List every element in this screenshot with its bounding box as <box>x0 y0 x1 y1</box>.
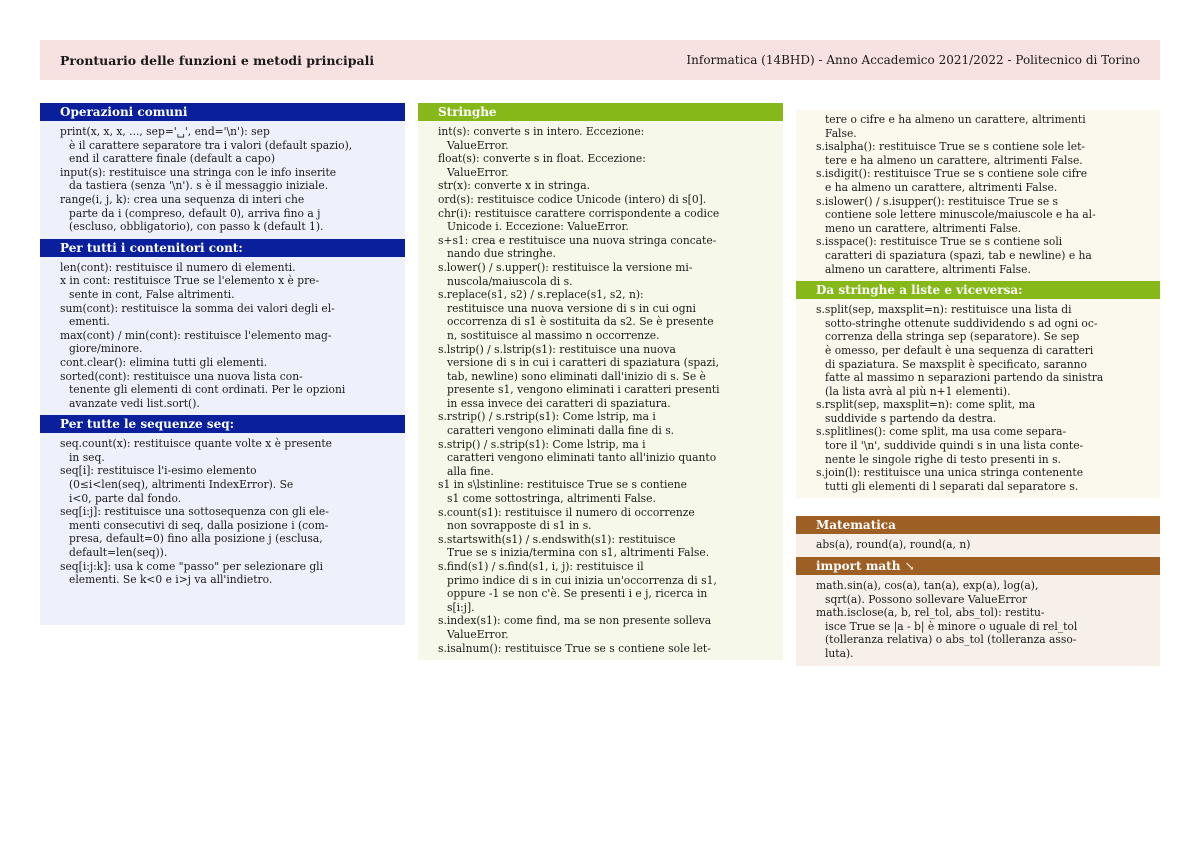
text-line: s.rsplit(sep, maxsplit=n): come split, ma <box>816 398 1036 412</box>
section-header-matematica: Matematica <box>796 516 1160 534</box>
text-line: s.join(l): restituisce una unica stringa contenente <box>816 466 1084 480</box>
text-line: sente in cont, False altrimenti. <box>69 287 235 301</box>
text-line: s.replace(s1, s2) / s.replace(s1, s2, n): <box>438 288 644 302</box>
text-line: s[i:j]. <box>447 600 475 614</box>
text-line: s.isdigit(): restituisce True se s contiene sole cifre <box>816 167 1088 181</box>
text-line: s.strip() / s.strip(s1): Come lstrip, ma i <box>438 437 646 451</box>
page-header <box>40 40 1160 80</box>
text-line: non sovrapposte di s1 in s. <box>447 519 592 533</box>
text-line: è il carattere separatore tra i valori (default spazio), <box>69 138 353 152</box>
text-line: s.isalpha(): restituisce True se s contiene sole let- <box>816 140 1086 154</box>
text-line: tere o cifre e ha almeno un carattere, altrimenti <box>825 113 1086 126</box>
column-middle <box>418 103 783 660</box>
text-line: versione di s in cui i caratteri di spaziatura (spazi, <box>447 356 719 370</box>
text-line: caratteri di spaziatura (spazi, tab e newline) e ha <box>825 248 1092 262</box>
section-stringhe-continued <box>796 110 1160 281</box>
text-line: tutti gli elementi di l separati dal separatore s. <box>825 479 1079 493</box>
text-line: s.split(sep, maxsplit=n): restituisce una lista di <box>816 303 1072 317</box>
text-line: menti consecutivi di seq, dalla posizione i (com- <box>69 518 329 532</box>
text-line: nuscola/maiuscola di s. <box>447 274 573 288</box>
import-math-label: import math <box>816 559 901 574</box>
text-line: seq[i:j:k]: usa k come "passo" per selezionare gli <box>60 559 324 573</box>
text-line: presente s1, vengono eliminati i caratteri presenti <box>447 383 720 397</box>
text-line: alla fine. <box>447 464 494 478</box>
text-line: s.lstrip() / s.lstrip(s1): restituisce una nuova <box>438 342 676 356</box>
text-line: in seq. <box>69 450 105 464</box>
text-line: str(x): converte x in stringa. <box>438 179 590 193</box>
document-title: Prontuario delle funzioni e metodi principali <box>60 52 375 68</box>
section-header-liste: Da stringhe a liste e viceversa: <box>796 281 1160 299</box>
text-line: sqrt(a). Possono sollevare ValueError <box>825 592 1028 606</box>
text-line: cont.clear(): elimina tutti gli elementi. <box>60 355 268 369</box>
section-matematica <box>796 534 1160 557</box>
text-line: s1 come sottostringa, altrimenti False. <box>447 492 656 506</box>
text-line: oppure -1 se non c'è. Se presenti i e j, ricerca in <box>447 587 708 601</box>
text-line: e ha almeno un carattere, altrimenti False. <box>825 180 1058 194</box>
text-line: end il carattere finale (default a capo) <box>69 152 276 166</box>
text-line: s.islower() / s.isupper(): restituisce True se s <box>816 194 1059 208</box>
text-line: ementi. <box>69 315 110 329</box>
text-line: contiene sole lettere minuscole/maiuscole e ha al- <box>825 208 1096 222</box>
text-line: parte da i (compreso, default 0), arriva fino a j <box>69 206 321 220</box>
text-line: True se s inizia/termina con s1, altrimenti False. <box>447 546 710 560</box>
text-line: nente le singole righe di testo presenti in s. <box>825 452 1061 466</box>
text-line: occorrenza di s1 è sostituita da s2. Se è presente <box>447 315 714 329</box>
text-line: da tastiera (senza '\n'). s è il messaggio iniziale. <box>69 179 329 193</box>
section-contenitori <box>40 257 405 416</box>
text-line: restituisce una nuova versione di s in cui ogni <box>447 301 696 315</box>
text-line: luta). <box>825 647 854 660</box>
text-line: max(cont) / min(cont): restituisce l'elemento mag- <box>60 328 332 342</box>
text-line: default=len(seq)). <box>69 546 168 560</box>
text-line: di spaziatura. Se maxsplit è specificato, saranno <box>825 357 1087 371</box>
section-header-sequenze: Per tutte le sequenze seq: <box>40 415 405 433</box>
column-left <box>40 103 405 625</box>
text-line: s+s1: crea e restituisce una nuova stringa concate- <box>438 233 717 247</box>
spacer <box>796 498 1160 516</box>
text-line: (tolleranza relativa) o abs_tol (tolleranza asso- <box>825 633 1077 647</box>
text-line: (0≤i<len(seq), altrimenti IndexError). Se <box>69 478 294 492</box>
text-line: n, sostituisce al massimo n occorrenze. <box>447 328 660 342</box>
text-line: chr(i): restituisce carattere corrispondente a codice <box>438 206 720 220</box>
text-line: avanzate vedi list.sort(). <box>69 396 200 410</box>
text-line: s.lower() / s.upper(): restituisce la versione mi- <box>438 260 693 274</box>
section-liste <box>796 299 1160 498</box>
text-line: s.find(s1) / s.find(s1, i, j): restituisce il <box>438 560 644 573</box>
text-line: caratteri vengono eliminati dalla fine di s. <box>447 424 675 438</box>
course-info: Informatica (14BHD) - Anno Accademico 2021/2022 - Politecnico di Torino <box>686 53 1140 67</box>
text-line: False. <box>825 126 857 140</box>
text-line: elementi. Se k<0 e i>j va all'indietro. <box>69 573 273 587</box>
column-right <box>796 110 1160 666</box>
text-line: i<0, parte dal fondo. <box>69 491 182 505</box>
text-line: ord(s): restituisce codice Unicode (intero) di s[0]. <box>438 192 707 206</box>
text-line: seq[i:j]: restituisce una sottosequenza con gli ele- <box>60 505 329 519</box>
text-line: input(s): restituisce una stringa con le info inserite <box>60 165 337 179</box>
text-line: isce True se |a - b| è minore o uguale di rel_tol <box>825 619 1078 633</box>
text-line: presa, default=0) fino alla posizione j (esclusa, <box>69 532 323 546</box>
text-line: correnza della stringa sep (separatore). Se sep <box>825 330 1080 344</box>
section-header-import-math <box>796 557 1160 575</box>
text-line: meno un carattere, altrimenti False. <box>825 221 1022 235</box>
text-line: primo indice di s in cui inizia un'occorrenza di s1, <box>447 573 717 587</box>
text-line: x in cont: restituisce True se l'elemento x è pre- <box>60 274 320 288</box>
text-line: ValueError. <box>447 627 509 641</box>
text-line: è omesso, per default è una sequenza di caratteri <box>825 343 1094 357</box>
text-line: Unicode i. Eccezione: ValueError. <box>447 220 629 234</box>
text-line: (la lista avrà al più n+1 elementi). <box>825 384 1011 398</box>
section-sequenze <box>40 433 405 625</box>
text-line: abs(a), round(a), round(a, n) <box>816 538 971 552</box>
arrow-icon: ↘ <box>904 559 915 574</box>
text-line: sum(cont): restituisce la somma dei valori degli el- <box>60 301 335 315</box>
text-line: caratteri vengono eliminati tanto all'inizio quanto <box>447 451 717 465</box>
text-line: s.count(s1): restituisce il numero di occorrenze <box>438 505 695 519</box>
text-line: print(x, x, x, ..., sep='␣', end='\n'): sep <box>60 125 270 138</box>
text-line: fatte al massimo n separazioni partendo da sinistra <box>825 371 1104 385</box>
text-line: tore il '\n', suddivide quindi s in una lista conte- <box>825 439 1084 453</box>
text-line: almeno un carattere, altrimenti False. <box>825 262 1031 276</box>
text-line: range(i, j, k): crea una sequenza di interi che <box>60 192 305 206</box>
text-line: tere e ha almeno un carattere, altrimenti False. <box>825 153 1083 167</box>
text-line: seq.count(x): restituisce quante volte x è presente <box>60 437 332 451</box>
text-line: ValueError. <box>447 138 509 152</box>
section-header-operazioni-comuni: Operazioni comuni <box>40 103 405 121</box>
text-line: tenente gli elementi di cont ordinati. Per le opzioni <box>69 383 346 397</box>
text-line: seq[i]: restituisce l'i-esimo elemento <box>60 464 257 478</box>
text-line: s.splitlines(): come split, ma usa come separa- <box>816 425 1067 439</box>
section-header-stringhe: Stringhe <box>418 103 783 121</box>
text-line: s.isalnum(): restituisce True se s contiene sole let- <box>438 641 711 655</box>
text-line: s.isspace(): restituisce True se s contiene soli <box>816 235 1063 249</box>
section-stringhe <box>418 121 783 660</box>
text-line: (escluso, obbligatorio), con passo k (default 1). <box>69 220 324 234</box>
text-line: s.rstrip() / s.rstrip(s1): Come lstrip, ma i <box>438 410 656 424</box>
text-line: suddivide s partendo da destra. <box>825 411 997 425</box>
text-line: math.sin(a), cos(a), tan(a), exp(a), log(a), <box>816 579 1039 593</box>
text-line: len(cont): restituisce il numero di elementi. <box>60 260 296 274</box>
text-line: ValueError. <box>447 165 509 179</box>
section-header-contenitori: Per tutti i contenitori cont: <box>40 239 405 257</box>
text-line: s.startswith(s1) / s.endswith(s1): restituisce <box>438 532 676 546</box>
section-import-math <box>796 575 1160 666</box>
section-operazioni-comuni <box>40 121 405 239</box>
text-line: int(s): converte s in intero. Eccezione: <box>438 125 645 138</box>
text-line: in essa invece dei caratteri di spaziatura. <box>447 396 671 410</box>
text-line: nando due stringhe. <box>447 247 556 261</box>
text-line: sotto-stringhe ottenute suddividendo s ad ogni oc- <box>825 316 1098 330</box>
text-line: giore/minore. <box>69 342 143 356</box>
text-line: math.isclose(a, b, rel_tol, abs_tol): restitu- <box>816 606 1045 620</box>
text-line: s1 in s\lstinline: restituisce True se s contiene <box>438 478 687 492</box>
text-line: tab, newline) sono eliminati dall'inizio di s. Se è <box>447 369 706 383</box>
text-line: float(s): converte s in float. Eccezione: <box>438 152 646 166</box>
text-line: sorted(cont): restituisce una nuova lista con- <box>60 369 303 383</box>
text-line: s.index(s1): come find, ma se non presente solleva <box>438 614 712 628</box>
